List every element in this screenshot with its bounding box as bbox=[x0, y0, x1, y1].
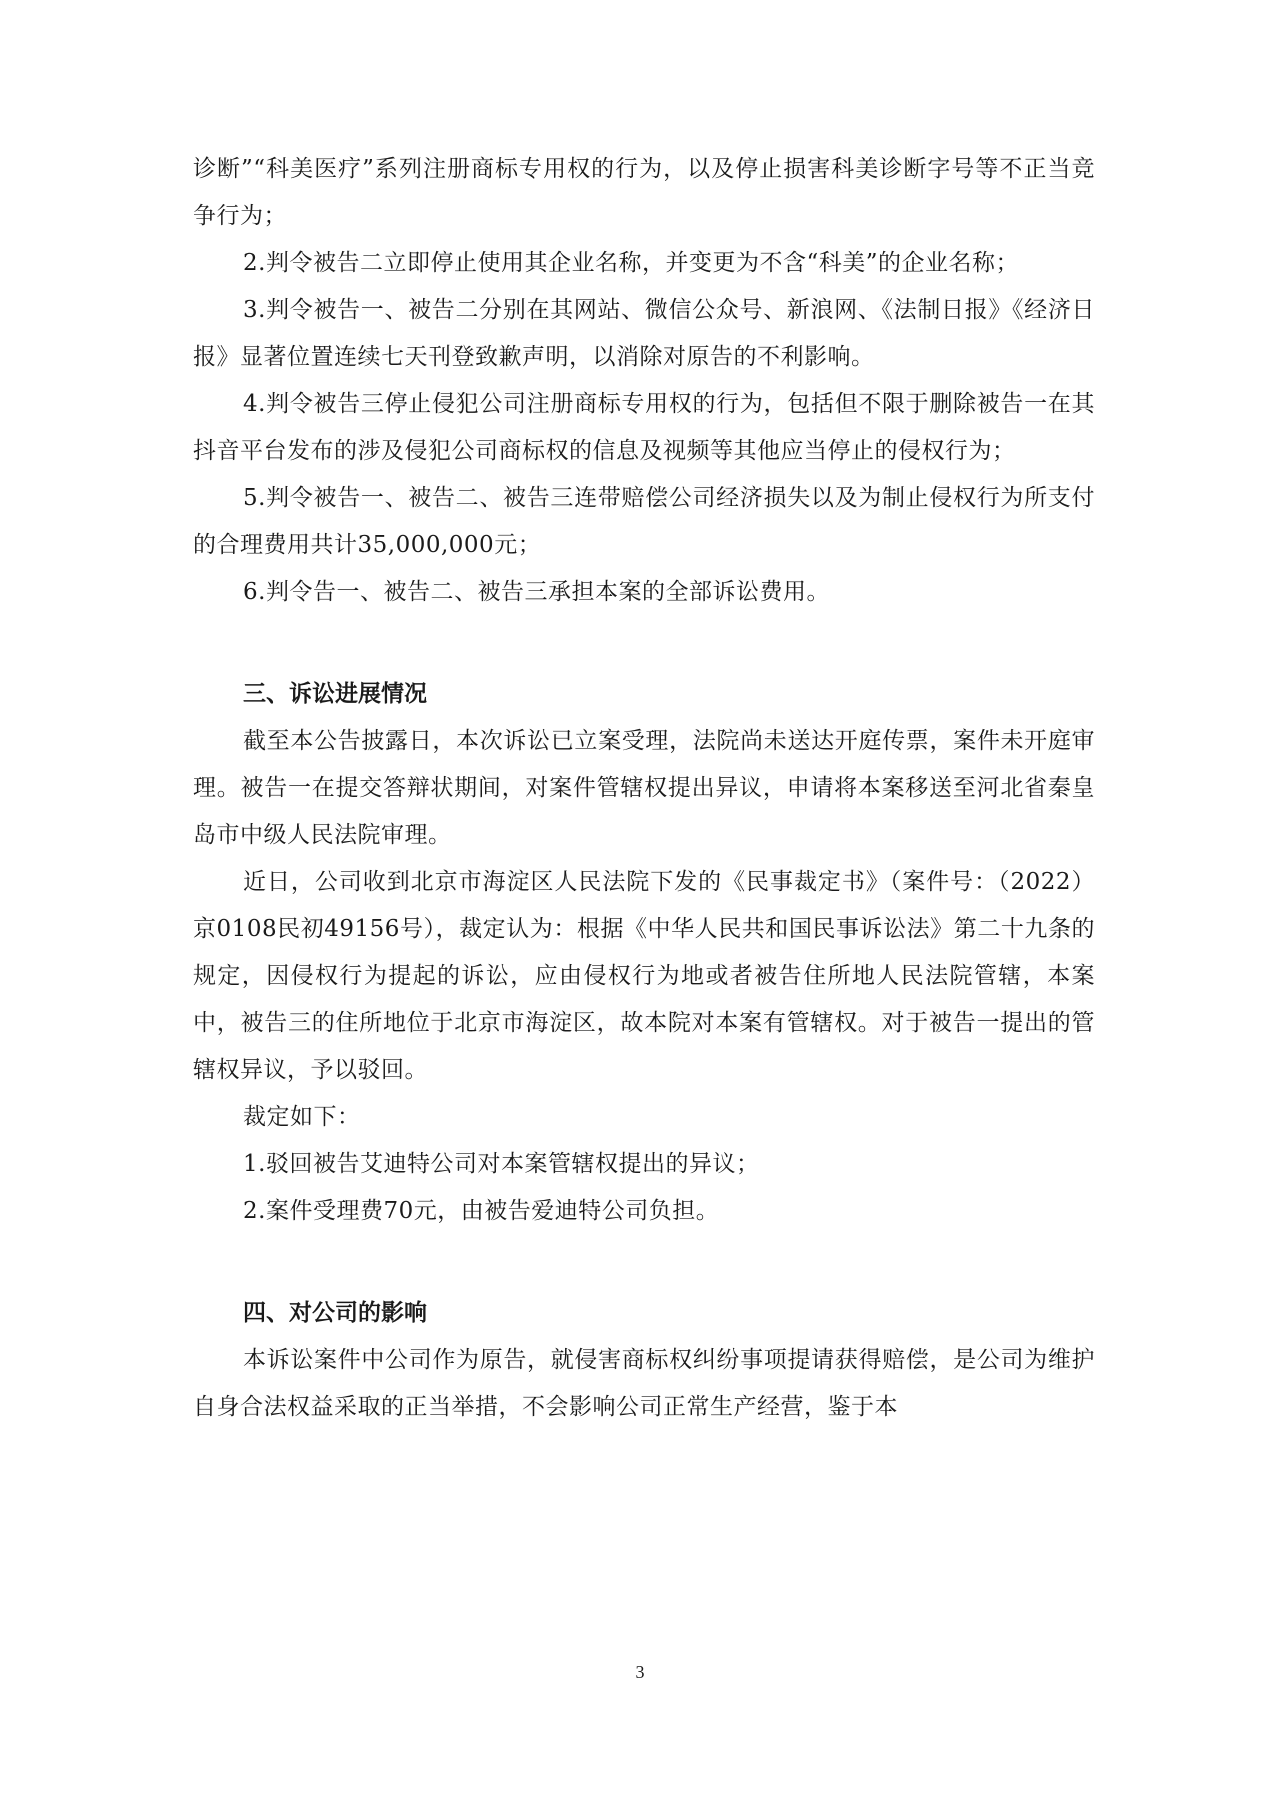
claim-item-4: 4.判令被告三停止侵犯公司注册商标专用权的行为，包括但不限于删除被告一在其抖音平台发布的涉及侵犯公司商标权的信息及视频等其他应当停止的侵权行为； bbox=[193, 391, 1095, 464]
continued-paragraph: 诊断”“科美医疗”系列注册商标专用权的行为，以及停止损害科美诊断字号等不正当竞争行为； bbox=[193, 156, 1095, 229]
section-heading-impact: 四、对公司的影响 bbox=[243, 1300, 427, 1326]
ruling-paragraph: 近日，公司收到北京市海淀区人民法院下发的《民事裁定书》（案件号：（2022）京0108民初49156号），裁定认为：根据《中华人民共和国民事诉讼法》第二十九条的规定，因侵权行为提起的诉讼，应由侵权行为地或者被告住所地人民法院管辖，本案中，被告三的住所地位于北京市海淀区，故本院对本案有管辖权。对于被告一提出的管辖权异议，予以驳回。 bbox=[193, 869, 1095, 1083]
ruling-item-2: 2.案件受理费70元，由被告爱迪特公司负担。 bbox=[243, 1198, 720, 1224]
claim-item-3: 3.判令被告一、被告二分别在其网站、微信公众号、新浪网、《法制日报》《经济日报》显著位置连续七天刊登致歉声明，以消除对原告的不利影响。 bbox=[193, 297, 1095, 370]
ruling-item-1: 1.驳回被告艾迪特公司对本案管辖权提出的异议； bbox=[243, 1151, 760, 1177]
progress-paragraph: 截至本公告披露日，本次诉讼已立案受理，法院尚未送达开庭传票，案件未开庭审理。被告一在提交答辩状期间，对案件管辖权提出异议，申请将本案移送至河北省秦皇岛市中级人民法院审理。 bbox=[193, 728, 1095, 848]
impact-paragraph: 本诉讼案件中公司作为原告，就侵害商标权纠纷事项提请获得赔偿，是公司为维护自身合法权益采取的正当举措，不会影响公司正常生产经营，鉴于本 bbox=[193, 1347, 1095, 1420]
claim-item-2: 2.判令被告二立即停止使用其企业名称，并变更为不含“科美”的企业名称； bbox=[243, 250, 1019, 276]
claim-item-6: 6.判令告一、被告二、被告三承担本案的全部诉讼费用。 bbox=[243, 579, 830, 605]
section-spacer bbox=[193, 1235, 1095, 1290]
section-heading-litigation-progress: 三、诉讼进展情况 bbox=[243, 681, 427, 707]
page-number: 3 bbox=[635, 1662, 645, 1682]
section-spacer bbox=[193, 616, 1095, 671]
claim-item-5: 5.判令被告一、被告二、被告三连带赔偿公司经济损失以及为制止侵权行为所支付的合理费用共计35,000,000元； bbox=[193, 485, 1095, 558]
document-body bbox=[193, 146, 1095, 1431]
ruling-intro: 裁定如下： bbox=[243, 1104, 361, 1130]
